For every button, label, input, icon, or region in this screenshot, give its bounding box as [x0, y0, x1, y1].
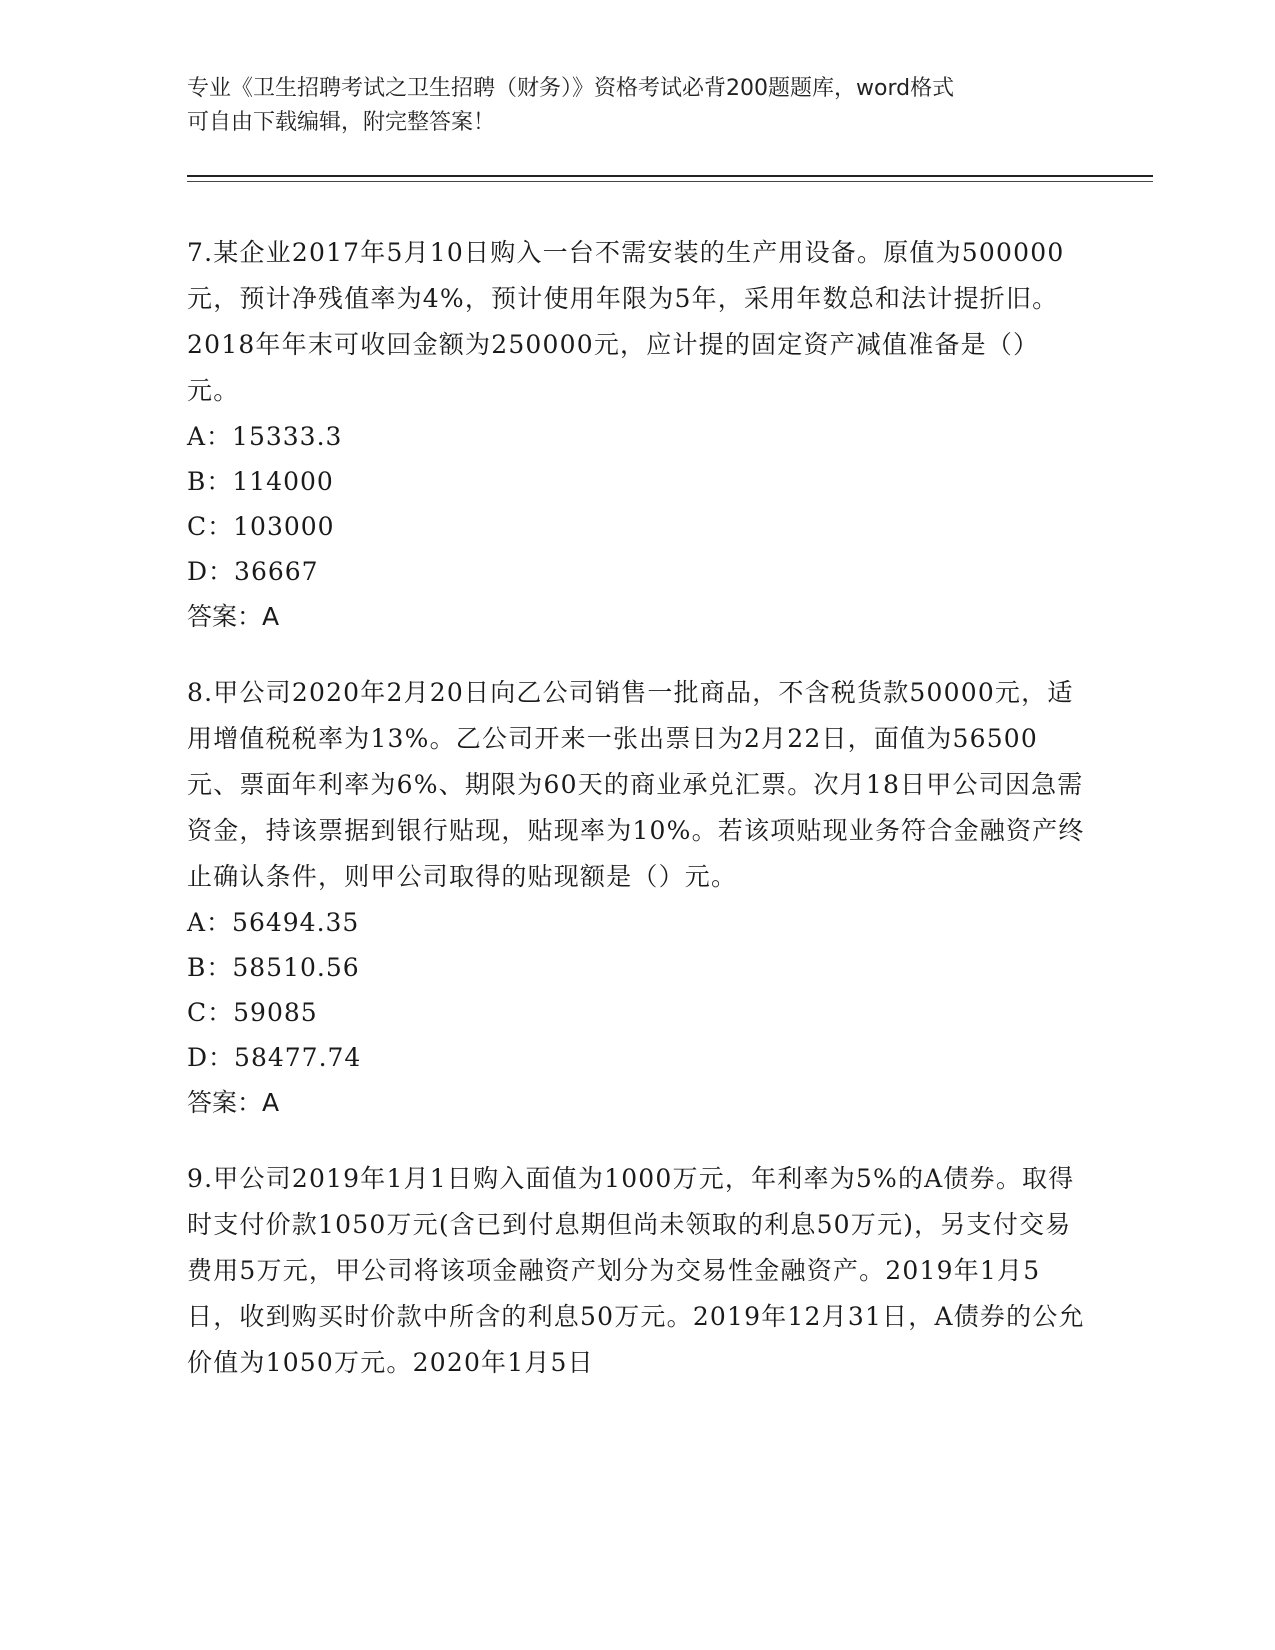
question-stem: 9.甲公司2019年1月1日购入面值为1000万元，年利率为5%的A债券。取得时支付价款1050万元(含已到付息期但尚未领取的利息50万元)，另支付交易费用5万元，甲公司将该项金融资产划分为交易性金融资产。2019年1月5日，收到购买时价款中所含的利息50万元。2019年12月31日，A债券的公允价值为1050万元。2020年1月5日 [187, 1164, 1085, 1377]
option-d: D：36667 [187, 557, 319, 586]
question-stem: 8.甲公司2020年2月20日向乙公司销售一批商品，不含税货款50000元，适用增值税税率为13%。乙公司开来一张出票日为2月22日，面值为56500元、票面年利率为6%、期限为60天的商业承兑汇票。次月18日甲公司因急需资金，持该票据到银行贴现，贴现率为10%。若该项贴现业务符合金融资产终止确认条件，则甲公司取得的贴现额是（）元。 [187, 678, 1085, 891]
option-list [187, 414, 1087, 594]
document-header [187, 72, 1087, 140]
option-a: A：15333.3 [187, 422, 343, 451]
question-list [187, 230, 1087, 1416]
question-stem: 7.某企业2017年5月10日购入一台不需安装的生产用设备。原值为500000元，预计净残值率为4%，预计使用年限为5年，采用年数总和法计提折旧。2018年年末可收回金额为250000元，应计提的固定资产减值准备是（）元。 [187, 238, 1065, 405]
header-line-2: 可自由下载编辑，附完整答案！ [187, 110, 496, 135]
answer-label: 答案：A [187, 602, 280, 631]
option-list [187, 900, 1087, 1080]
answer-label: 答案：A [187, 1088, 280, 1117]
option-d: D：58477.74 [187, 1043, 362, 1072]
option-b: B：58510.56 [187, 953, 360, 982]
header-line-1: 专业《卫生招聘考试之卫生招聘（财务）》资格考试必背200题题库，word格式 [187, 76, 955, 101]
header-divider-thick [187, 175, 1153, 177]
question-9 [187, 1156, 1087, 1386]
option-c: C：103000 [187, 512, 335, 541]
option-a: A：56494.35 [187, 908, 360, 937]
question-8 [187, 670, 1087, 1126]
question-7 [187, 230, 1087, 640]
option-c: C：59085 [187, 998, 318, 1027]
option-b: B：114000 [187, 467, 334, 496]
header-divider-thin [187, 181, 1153, 182]
